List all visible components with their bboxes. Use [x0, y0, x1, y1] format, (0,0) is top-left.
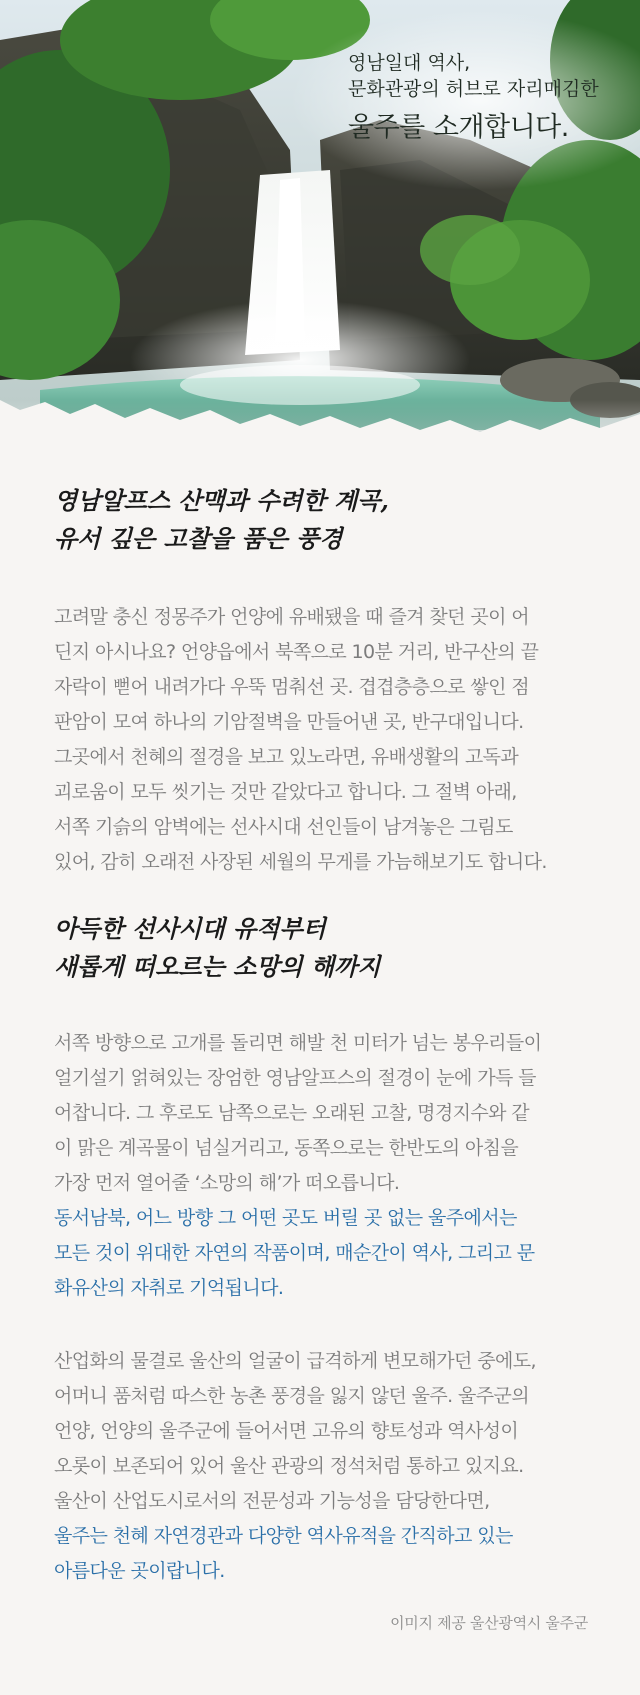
- text-line: 산업화의 물결로 울산의 얼굴이 급격하게 변모해가던 중에도,: [54, 1350, 536, 1372]
- section-3-paragraph: [54, 1344, 609, 1589]
- text-line: 고려말 충신 정몽주가 언양에 유배됐을 때 즐겨 찾던 곳이 어: [54, 606, 530, 628]
- hero-line-2: 문화관광의 허브로 자리매김한: [348, 78, 599, 100]
- text-line: 있어, 감히 오래전 사장된 세월의 무게를 가늠해보기도 합니다.: [54, 851, 547, 873]
- text-line: 가장 먼저 열어줄 ‘소망의 해’가 떠오릅니다.: [54, 1172, 400, 1194]
- highlight-line: 동서남북, 어느 방향 그 어떤 곳도 버릴 곳 없는 울주에서는: [54, 1207, 517, 1229]
- text-line: 언양, 언양의 울주군에 들어서면 고유의 향토성과 역사성이: [54, 1420, 519, 1442]
- highlight-line: 화유산의 자취로 기억됩니다.: [54, 1277, 284, 1299]
- hero-banner: [0, 0, 640, 450]
- text-line: 오롯이 보존되어 있어 울산 관광의 정석처럼 통하고 있지요.: [54, 1455, 524, 1477]
- text-line: 자락이 뻗어 내려가다 우뚝 멈춰선 곳. 겹겹층층으로 쌓인 점: [54, 676, 530, 698]
- heading-line: 아득한 선사시대 유적부터: [54, 914, 326, 943]
- section-3: [54, 1344, 609, 1589]
- highlight-line: 울주는 천혜 자연경관과 다양한 역사유적을 간직하고 있는: [54, 1525, 513, 1547]
- highlight-line: 모든 것이 위대한 자연의 작품이며, 매순간이 역사, 그리고 문: [54, 1242, 535, 1264]
- text-line: 괴로움이 모두 씻기는 것만 같았다고 합니다. 그 절벽 아래,: [54, 781, 517, 803]
- image-credit: 이미지 제공 울산광역시 울주군: [390, 1614, 588, 1632]
- hero-line-1: 영남일대 역사,: [348, 52, 471, 74]
- heading-line: 영남알프스 산맥과 수려한 계곡,: [54, 486, 389, 515]
- section-1-heading: [54, 482, 609, 558]
- section-2: [54, 910, 609, 1306]
- section-2-heading: [54, 910, 609, 986]
- text-line: 그곳에서 천혜의 절경을 보고 있노라면, 유배생활의 고독과: [54, 746, 519, 768]
- text-line: 서쪽 방향으로 고개를 돌리면 해발 천 미터가 넘는 봉우리들이: [54, 1032, 542, 1054]
- text-line: 서쪽 기슭의 암벽에는 선사시대 선인들이 남겨놓은 그림도: [54, 816, 513, 838]
- heading-line: 새롭게 떠오르는 소망의 해까지: [54, 952, 381, 981]
- text-line: 판암이 모여 하나의 기암절벽을 만들어낸 곳, 반구대입니다.: [54, 711, 524, 733]
- hero-text: [348, 50, 599, 148]
- section-2-paragraph: [54, 1026, 609, 1306]
- text-line: 어머니 품처럼 따스한 농촌 풍경을 잃지 않던 울주. 울주군의: [54, 1385, 530, 1407]
- text-line: 이 맑은 계곡물이 넘실거리고, 동쪽으로는 한반도의 아침을: [54, 1137, 519, 1159]
- hero-title: 울주를 소개합니다.: [348, 112, 569, 143]
- section-1: [54, 482, 609, 880]
- section-1-paragraph: [54, 600, 609, 880]
- text-line: 어찹니다. 그 후로도 남쪽으로는 오래된 고찰, 명경지수와 같: [54, 1102, 530, 1124]
- text-line: 울산이 산업도시로서의 전문성과 기능성을 담당한다면,: [54, 1490, 490, 1512]
- text-line: 딘지 아시나요? 언양읍에서 북쪽으로 10분 거리, 반구산의 끝: [54, 641, 539, 663]
- text-line: 얼기설기 얽혀있는 장엄한 영남알프스의 절경이 눈에 가득 들: [54, 1067, 536, 1089]
- heading-line: 유서 깊은 고찰을 품은 풍경: [54, 524, 343, 553]
- article-body: [54, 480, 609, 1589]
- highlight-line: 아름다운 곳이랍니다.: [54, 1560, 225, 1582]
